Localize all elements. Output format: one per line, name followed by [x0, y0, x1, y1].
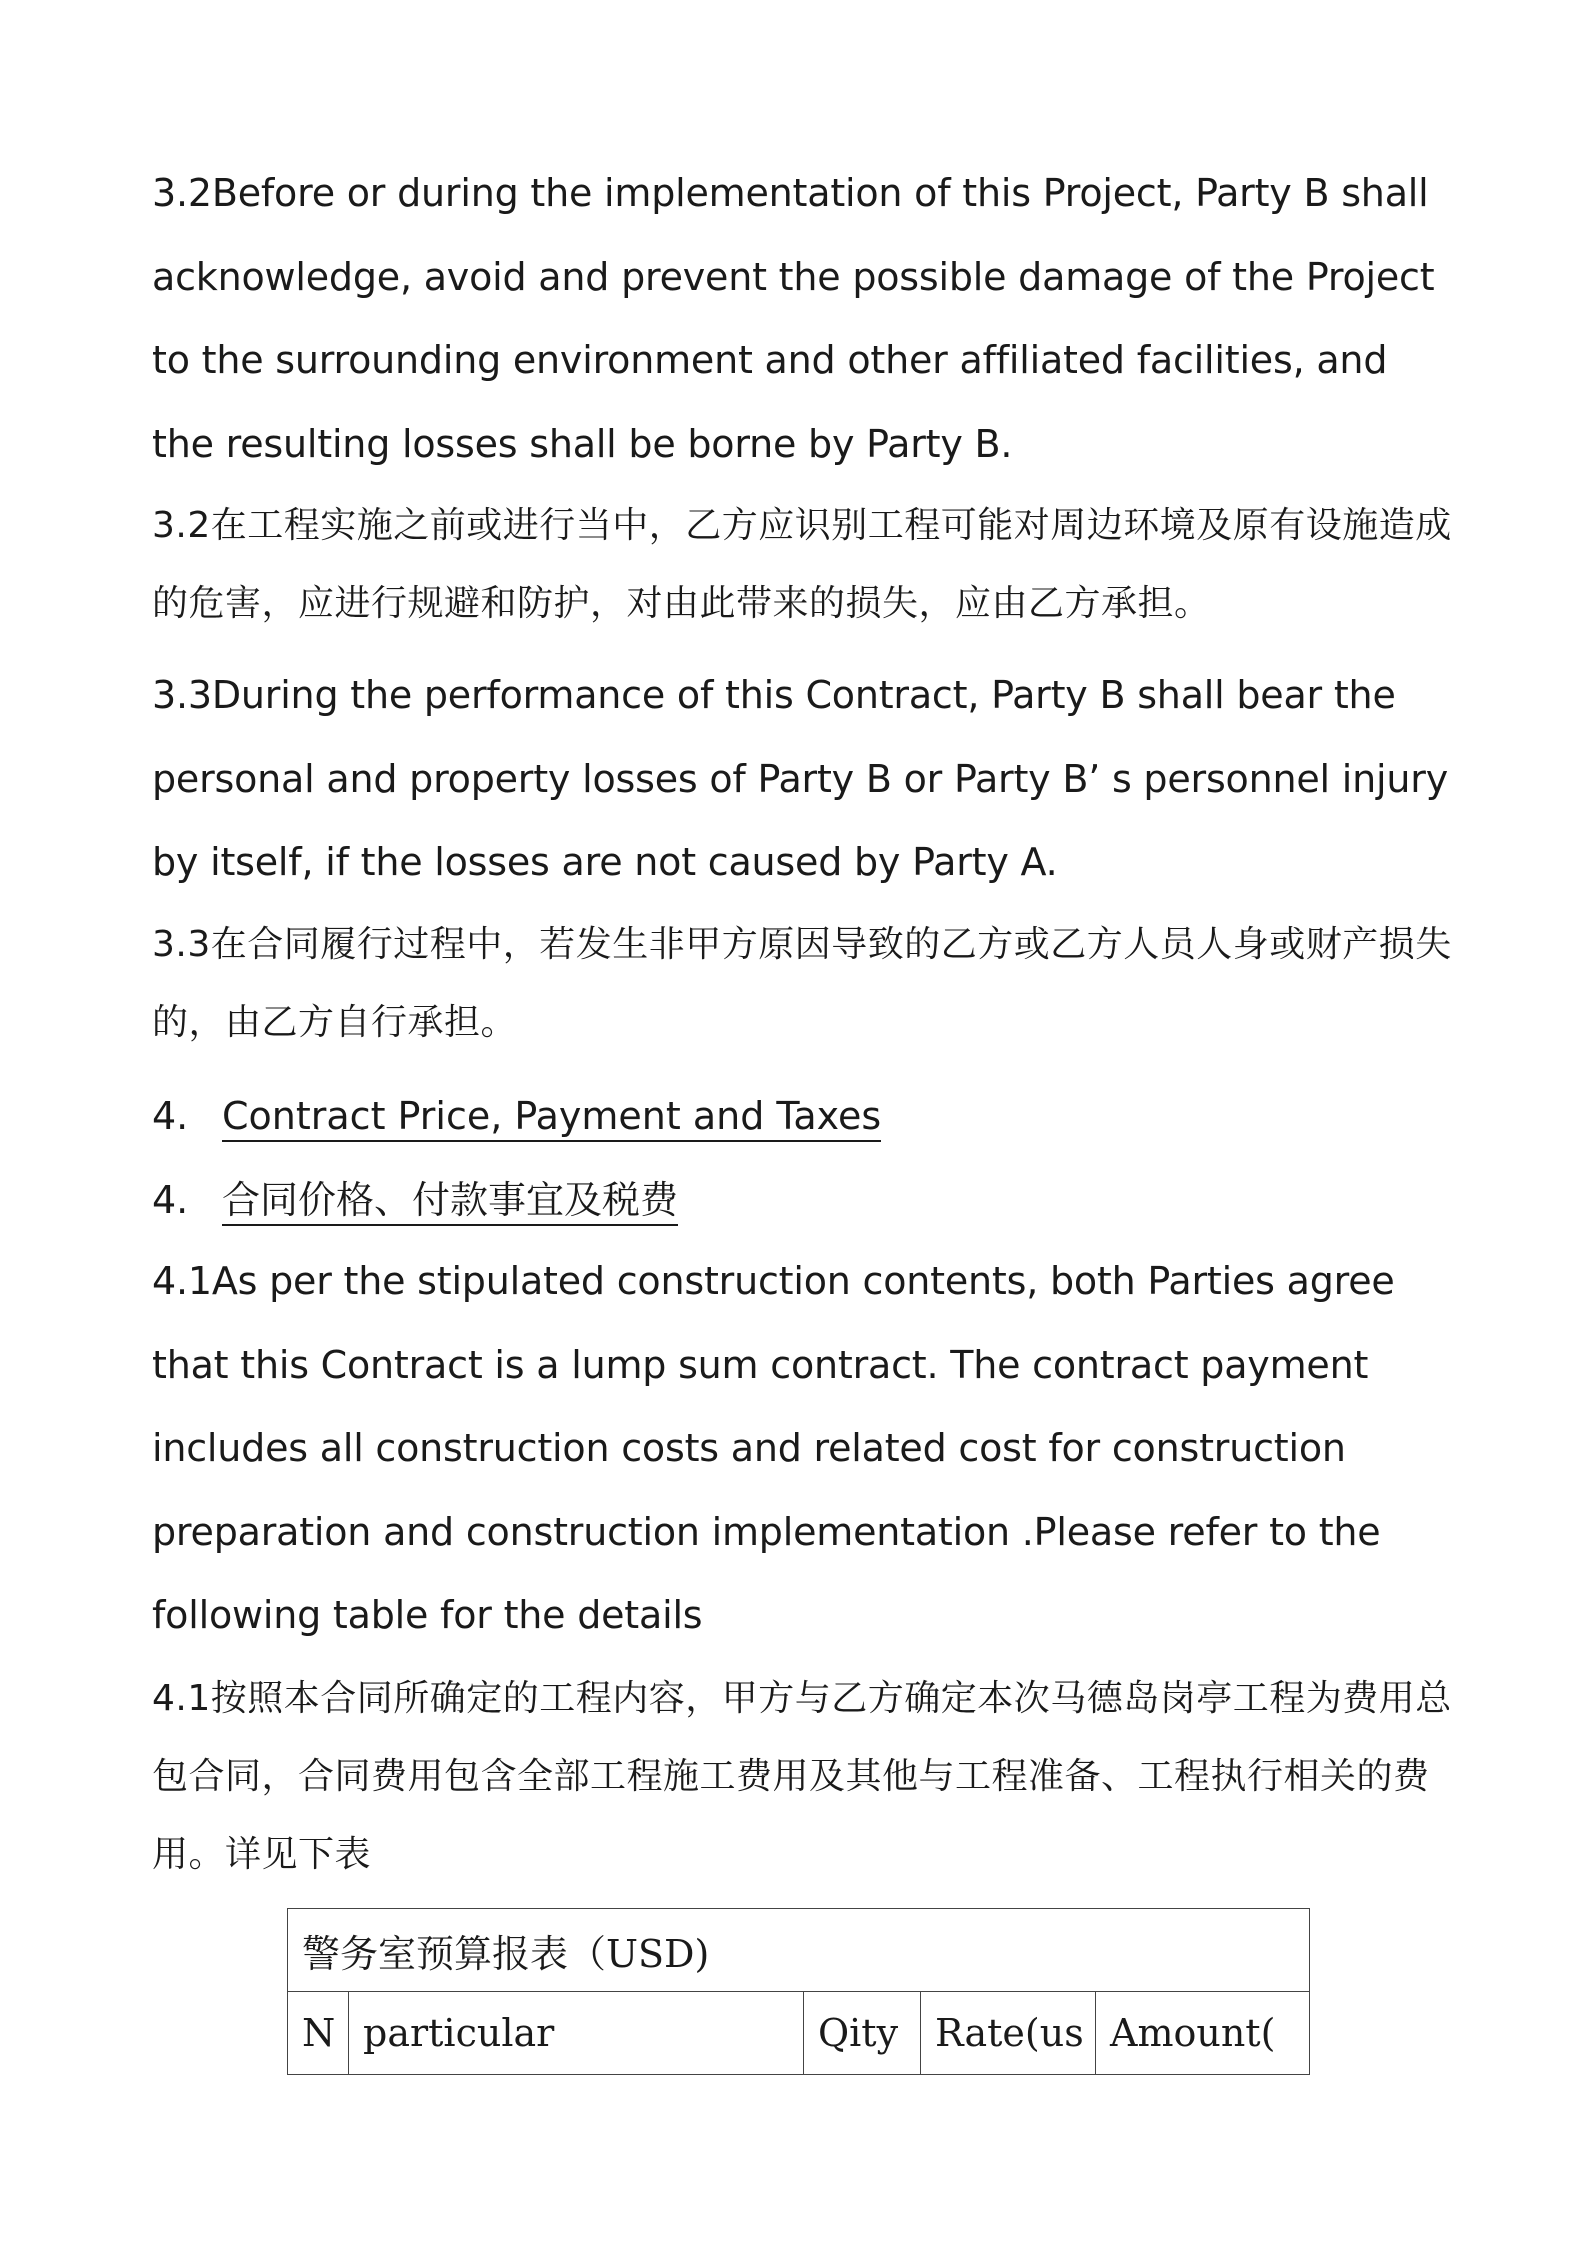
clause-3-3-chinese: 3.3在合同履行过程中，若发生非甲方原因导致的乙方或乙方人员人身或财产损失的，由乙方自行承担。	[152, 924, 1452, 1043]
clause-3-2-chinese: 3.2在工程实施之前或进行当中，乙方应识别工程可能对周边环境及原有设施造成的危害，应进行规避和防护，对由此带来的损失，应由乙方承担。	[152, 505, 1452, 624]
table-title-row	[288, 1909, 1310, 1992]
clause-4-1-chinese: 4.1按照本合同所确定的工程内容，甲方与乙方确定本次马德岛岗亭工程为费用总包合同，合同费用包含全部工程施工费用及其他与工程准备、工程执行相关的费用。详见下表	[152, 1678, 1452, 1875]
clause-3-3-english: 3.3During the performance of this Contract, Party B shall bear the personal and property losses of Party B or Party B’ s personnel injury by itself, if the losses are not caused by Party A.	[152, 673, 1448, 884]
header-cell-particular: particular	[349, 1992, 804, 2075]
clause-3-2-english: 3.2Before or during the implementation of this Project, Party B shall acknowledge, avoid and prevent the possible damage of the Project to the surrounding environment and other affiliated facilities, and the resulting losses shall be borne by Party B.	[152, 171, 1435, 466]
clause-4-1-english: 4.1As per the stipulated construction contents, both Parties agree that this Contract is a lump sum contract. The contract payment includes all construction costs and related cost for construction preparation and construction implementation .Please refer to the following table for the details	[152, 1259, 1395, 1637]
header-cell-rate: Rate(us	[921, 1992, 1096, 2075]
table-title: 警务室预算报表（USD)	[288, 1909, 1310, 1992]
section-4-heading-chinese	[152, 1172, 678, 1228]
section-title: 合同价格、付款事宜及税费	[222, 1178, 678, 1226]
section-number: 4.	[152, 1178, 189, 1222]
table-header-row	[288, 1992, 1310, 2075]
header-cell-quantity: Qity	[804, 1992, 921, 2075]
section-4-heading-english	[152, 1088, 881, 1144]
section-title: Contract Price, Payment and Taxes	[222, 1094, 881, 1142]
header-cell-amount: Amount(	[1096, 1992, 1310, 2075]
budget-table	[287, 1908, 1310, 2075]
header-cell-no: N	[288, 1992, 349, 2075]
section-number: 4.	[152, 1094, 189, 1138]
